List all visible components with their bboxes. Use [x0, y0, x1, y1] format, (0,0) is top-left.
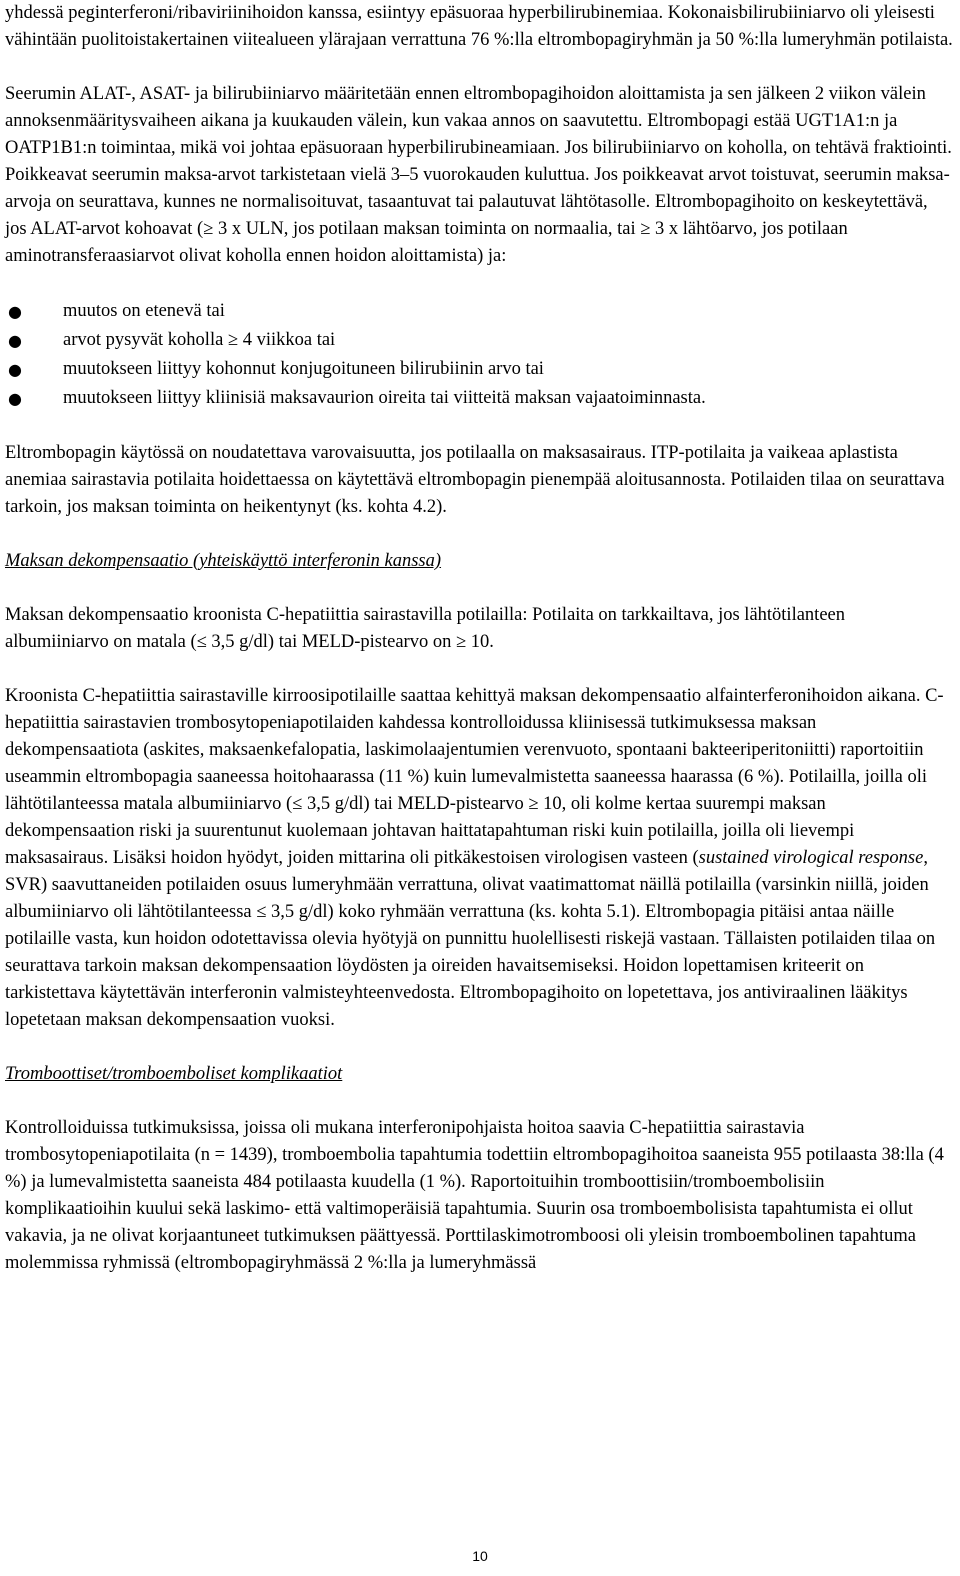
criteria-list — [5, 297, 953, 413]
bullet-icon: ● — [8, 302, 22, 321]
list-item-text: muutokseen liittyy kliinisiä maksavaurion oireita tai viitteitä maksan vajaatoiminnasta. — [63, 388, 706, 408]
paragraph-decompensation-risk: Maksan dekompensaatio kroonista C-hepatiittia sairastavilla potilailla: Potilaita on tarkkailtava, jos lähtötilanteen albumiiniarvo on matala (≤ 3,5 g/dl) tai MELD-pistearvo on ≥ 10. — [5, 605, 845, 652]
paragraph-hyperbilirubinemia: yhdessä peginterferoni/ribaviriinihoidon kanssa, esiintyy epäsuoraa hyperbilirubinemiaa. Kokonaisbilirubiiniarvo oli yleisesti vähintään puolitoistakertainen viitealueen ylärajaan verrattuna 76 %:lla eltrombopagiryhmän ja 50 %:lla lumeryhmän potilaista. — [5, 3, 953, 50]
list-item — [5, 384, 953, 413]
list-item-text: muutokseen liittyy kohonnut konjugoituneen bilirubiinin arvo tai — [63, 359, 544, 379]
list-item — [5, 297, 953, 326]
list-item-text: arvot pysyvät koholla ≥ 4 viikkoa tai — [63, 330, 336, 350]
paragraph-liver-monitoring: Seerumin ALAT-, ASAT- ja bilirubiiniarvo määritetään ennen eltrombopagihoidon aloittamista ja sen jälkeen 2 viikon välein annoksenmääritysvaiheen aikana ja kuukauden välein, kun vakaa annos on saavutettu. Eltrombopagi estää UGT1A1:n ja OATP1B1:n toimintaa, mikä voi johtaa epäsuoraan hyperbilirubineamiaan. Jos bilirubiiniarvo on koholla, on tehtävä fraktiointi. Poikkeavat seerumin maksa-arvot tarkistetaan vielä 3–5 vuorokauden kuluttua. Jos poikkeavat arvot toistuvat, seerumin maksa-arvoja on seurattava, kunnes ne normalisoituvat, tasaantuvat tai palautuvat lähtötasolle. Eltrombopagihoito on keskeytettävä, jos ALAT-arvot kohoavat (≥ 3 x ULN, jos potilaan maksan toiminta on normaalia, tai ≥ 3 x lähtöarvo, jos potilaan aminotransferaasiarvot olivat koholla ennen hoidon aloittamista) ja: — [5, 84, 952, 266]
document-page — [5, 0, 953, 1277]
list-item — [5, 326, 953, 355]
paragraph-text: Kroonista C-hepatiittia sairastaville kirroosipotilaille saattaa kehittyä maksan dekompensaatio alfainterferonihoidon aikana. C-hepatiittia sairastavien trombosytopeniapotilaiden kahdessa kontrolloidussa kliinisessä tutkimuksessa maksan dekompensaatiota (askites, maksaenkefalopatia, laskimolaajentumien verenvuoto, spontaani bakteeriperitoniitti) raportoitiin useammin eltrombopagia saaneessa hoitohaarassa (11 %) kuin lumevalmistetta saaneessa haarassa (6 %). Potilailla, joilla oli lähtötilanteessa matala albumiiniarvo (≤ 3,5 g/dl) tai MELD-pistearvo ≥ 10, oli kolme kertaa suurempi maksan dekompensaation riski ja suurentunut kuolemaan johtavan haittatapahtuman riski kuin potilailla, joilla oli lievempi maksasairaus. Lisäksi hoidon hyödyt, joiden mittarina oli pitkäkestoisen virologisen vasteen ( — [5, 686, 944, 868]
page-number: 10 — [472, 1548, 488, 1564]
section-heading-liver-decompensation: Maksan dekompensaatio (yhteiskäyttö interferonin kanssa) — [5, 551, 442, 571]
paragraph-decompensation-details — [5, 683, 953, 1034]
paragraph-liver-disease-caution: Eltrombopagin käytössä on noudatettava varovaisuutta, jos potilaalla on maksasairaus. ITP-potilaita ja vaikeaa aplastista anemiaa sairastavia potilaita hoidettaessa on käytettävä eltrombopagin pienempää aloitusannosta. Potilaiden tilaa on seurattava tarkoin, jos maksan toiminta on heikentynyt (ks. kohta 4.2). — [5, 443, 945, 517]
bullet-icon: ● — [8, 389, 22, 408]
bullet-icon: ● — [8, 331, 22, 350]
paragraph-thrombotic-events: Kontrolloiduissa tutkimuksissa, joissa oli mukana interferonipohjaista hoitoa saavia C-hepatiittia sairastavia trombosytopeniapotilaita (n = 1439), tromboembolia tapahtumia todettiin eltrombopagihoitoa saaneista 955 potilaasta 38:lla (4 %) ja lumevalmistetta saaneista 484 potilaasta kuudella (1 %). Raportoituihin tromboottisiin/tromboembolisiin komplikaatioihin kuului sekä laskimo- että valtimoperäisiä tapahtumia. Suurin osa tromboembolisista tapahtumista ei ollut vakavia, ja ne olivat korjaantuneet tutkimuksen päättyessä. Porttilaskimotromboosi oli yleisin tromboembolinen tapahtuma molemmissa ryhmissä (eltrombopagiryhmässä 2 %:lla ja lumeryhmässä — [5, 1118, 944, 1273]
list-item — [5, 355, 953, 384]
list-item-text: muutos on etenevä tai — [63, 301, 225, 321]
emphasized-term: sustained virological response — [698, 848, 924, 868]
section-heading-thrombotic: Tromboottiset/tromboemboliset komplikaatiot — [5, 1064, 343, 1084]
paragraph-text: , SVR) saavuttaneiden potilaiden osuus lumeryhmään verrattuna, olivat vaatimattomat näillä potilailla (varsinkin niillä, joiden albumiiniarvo oli lähtötilanteessa ≤ 3,5 g/dl) koko ryhmään verrattuna (ks. kohta 5.1). Eltrombopagia pitäisi antaa näille potilaille vasta, kun hoidon odotettavissa olevia hyötyjä on punnittu huolellisesti riskejä vastaan. Tällaisten potilaiden tilaa on seurattava tarkoin maksan dekompensaation löydösten ja oireiden havaitsemiseksi. Hoidon lopettamisen kriteerit on tarkistettava käytettävän interferonin valmisteyhteenvedosta. Eltrombopagihoito on lopetettava, jos antiviraalinen lääkitys lopetetaan maksan dekompensaation vuoksi. — [5, 848, 936, 1030]
bullet-icon: ● — [8, 360, 22, 379]
